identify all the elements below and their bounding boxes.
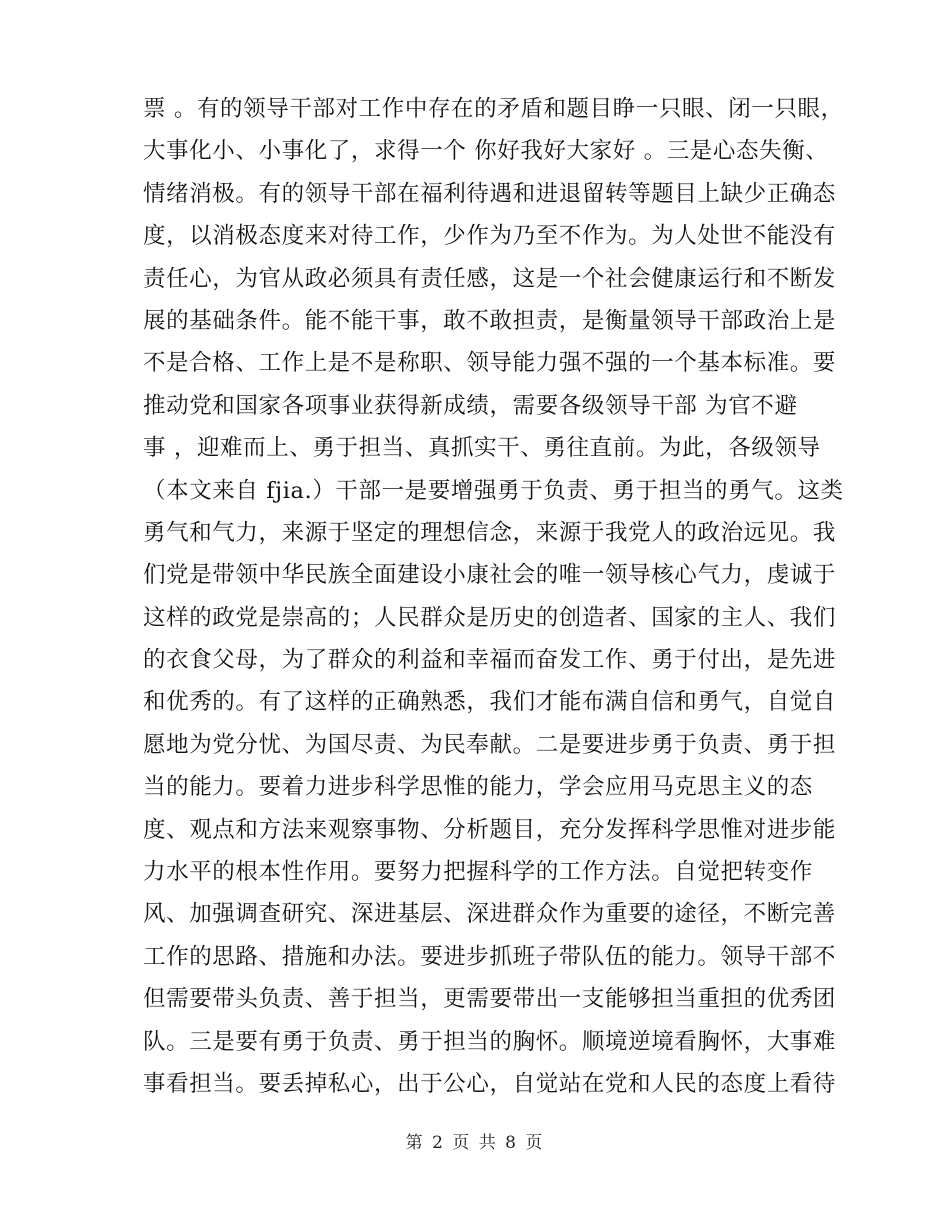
text-line: 展的基础条件。能不能干事，敢不敢担责，是衡量领导干部政治上是 [143, 307, 837, 334]
text-line: 风、加强调查研究、深进基层、深进群众作为重要的途径，不断完善 [143, 901, 837, 928]
text-line: 推动党和国家各项事业获得新成绩，需要各级领导干部 为官不避 [143, 392, 798, 419]
text-line: 但需要带头负责、善于担当，更需要带出一支能够担当重担的优秀团 [143, 986, 837, 1013]
text-line: 事看担当。要丢掉私心，出于公心，自觉站在党和人民的态度上看待 [143, 1070, 837, 1097]
text-line: 和优秀的。有了这样的正确熟悉，我们才能布满自信和勇气，自觉自 [143, 689, 837, 716]
text-line: 勇气和气力，来源于坚定的理想信念，来源于我党人的政治远见。我 [143, 519, 837, 546]
text-line: 当的能力。要着力进步科学思惟的能力，学会应用马克思主义的态 [143, 774, 813, 801]
text-line: 度，以消极态度来对待工作，少作为乃至不作为。为人处世不能没有 [143, 223, 837, 250]
text-line: 愿地为党分忧、为国尽责、为民奉献。二是要进步勇于负责、勇于担 [143, 731, 837, 758]
text-line: 情绪消极。有的领导干部在福利待遇和进退留转等题目上缺少正确态 [143, 180, 837, 207]
text-line: 队。三是要有勇于负责、勇于担当的胸怀。顺境逆境看胸怀，大事难 [143, 1028, 837, 1055]
text-line: 事 ，迎难而上、勇于担当、真抓实干、勇往直前。为此，各级领导 [143, 435, 821, 462]
text-line: 工作的思路、措施和办法。要进步抓班子带队伍的能力。领导干部不 [143, 943, 837, 970]
text-line: 不是合格、工作上是不是称职、领导能力强不强的一个基本标准。要 [143, 350, 837, 377]
text-line: 这样的政党是崇高的；人民群众是历史的创造者、国家的主人、我们 [143, 604, 837, 631]
text-line: （本文来自 fjia.）干部一是要增强勇于负责、勇于担当的勇气。这类 [143, 477, 844, 504]
text-line: 责任心，为官从政必须具有责任感，这是一个社会健康运行和不断发 [143, 265, 837, 292]
text-line: 票 。有的领导干部对工作中存在的矛盾和题目睁一只眼、闭一只眼， [143, 96, 844, 122]
text-line: 的衣食父母，为了群众的利益和幸福而奋发工作、勇于付出，是先进 [143, 647, 837, 674]
body-text [143, 88, 844, 1105]
page-footer: 第 2 页 共 8 页 [405, 1133, 545, 1153]
text-line: 大事化小、小事化了，求得一个 你好我好大家好 。三是心态失衡、 [143, 138, 829, 165]
text-line: 度、观点和方法来观察事物、分析题目，充分发挥科学思惟对进步能 [143, 816, 837, 843]
text-line: 们党是带领中华民族全面建设小康社会的唯一领导核心气力，虔诚于 [143, 562, 837, 589]
text-line: 力水平的根本性作用。要努力把握科学的工作方法。自觉把转变作 [143, 859, 813, 886]
